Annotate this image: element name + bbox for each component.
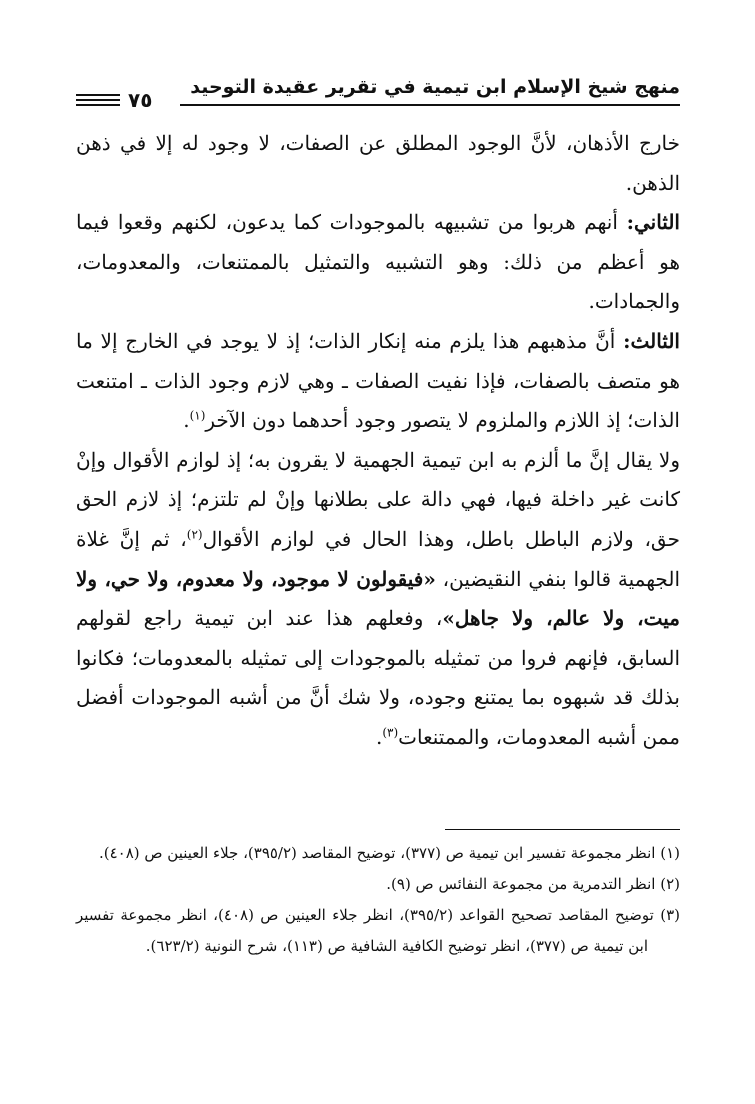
paragraph-3 xyxy=(76,322,680,441)
paragraph-3-text: أنَّ مذهبهم هذا يلزم منه إنكار الذات؛ إذ لا يوجد في الخارج إلا ما هو متصف بالصفات، فإذا نفيت الصفات ـ وهي لازم وجود الذات ـ امتنعت الذات؛ إذ اللازم والملزوم لا يتصور وجود أحدهما دون الآخر xyxy=(76,328,680,433)
footnote-ref-3[interactable]: (٣) xyxy=(382,725,399,740)
page-number-line xyxy=(76,99,120,101)
footnote-text: توضيح المقاصد تصحيح القواعد (٣٩٥/٢)، انظر جلاء العينين ص (٤٠٨)، انظر مجموعة تفسير ابن تيمية ص (٣٧٧)، انظر توضيح الكافية الشافية ص (١١٣)، شرح النونية (٦٢٣/٢). xyxy=(76,906,654,955)
footnote-number: (٢) xyxy=(660,875,680,893)
page-number: ٧٥ xyxy=(128,88,153,112)
paragraph-2 xyxy=(76,203,680,322)
paragraph-4-quote: «فيقولون لا موجود، ولا معدوم، ولا حي، ولا ميت، ولا عالم، ولا جاهل» xyxy=(76,566,681,631)
footnote-ref-2[interactable]: (٢) xyxy=(186,527,203,542)
footnote-separator xyxy=(445,829,680,830)
footnote-number: (١) xyxy=(660,844,680,862)
footnote-1 xyxy=(76,838,680,869)
page-number-line xyxy=(76,94,120,96)
footnote-text: انظر مجموعة تفسير ابن تيمية ص (٣٧٧)، توضيح المقاصد (٣٩٥/٢)، جلاء العينين ص (٤٠٨). xyxy=(98,844,656,862)
footnote-3 xyxy=(76,900,680,962)
footnote-2 xyxy=(76,869,680,900)
paragraph-4 xyxy=(76,441,680,758)
paragraph-1 xyxy=(76,124,680,203)
header-rule xyxy=(180,104,680,106)
running-header xyxy=(76,66,680,114)
body-text xyxy=(76,124,680,758)
paragraph-3-label: الثالث: xyxy=(623,328,680,353)
footnotes xyxy=(76,838,680,962)
footnote-number: (٣) xyxy=(660,906,680,924)
paragraph-4-text-a: ولا يقال إنَّ ما ألزم به ابن تيمية الجهمية لا يقرون به؛ إذ لوازم الأقوال وإنْ كانت غير داخلة فيها، فهي دالة على بطلانها وإنْ لم تلتزم؛ إذ لازم الحق حق، ولازم الباطل باطل، وهذا الحال في لوازم الأقوال xyxy=(76,447,680,551)
paragraph-4-end: . xyxy=(375,724,383,749)
paragraph-4-text-b: ، ثم إنَّ غلاة الجهمية قالوا بنفي النقيضين، xyxy=(76,526,680,591)
paragraph-4-text-c: ، وفعلهم هذا عند ابن تيمية راجع لقولهم السابق، فإنهم فروا من تمثيله بالموجودات إلى تمثيله بالمعدومات؛ فكانوا بذلك قد شبهوه بما يمتنع وجوده، ولا شك أنَّ من أشبه الموجودات أفضل ممن أشبه المعدومات، والممتنعات xyxy=(76,606,680,749)
paragraph-2-label: الثاني: xyxy=(626,210,680,235)
paragraph-3-end: . xyxy=(183,408,190,433)
footnote-ref-1[interactable]: (١) xyxy=(189,408,206,423)
header-title: منهج شيخ الإسلام ابن تيمية في تقرير عقيدة التوحيد xyxy=(190,76,680,98)
paragraph-2-text: أنهم هربوا من تشبيهه بالموجودات كما يدعون، لكنهم وقعوا فيما هو أعظم من ذلك: وهو التشبيه والتمثيل بالممتنعات، والمعدومات، والجمادات. xyxy=(76,210,680,314)
page-number-line xyxy=(76,104,120,106)
footnote-text: انظر التدمرية من مجموعة النفائس ص (٩). xyxy=(386,875,656,893)
page-number-block xyxy=(76,90,176,110)
paragraph-1-text: خارج الأذهان، لأنَّ الوجود المطلق عن الصفات، لا وجود له إلا في ذهن الذهن. xyxy=(76,131,680,195)
